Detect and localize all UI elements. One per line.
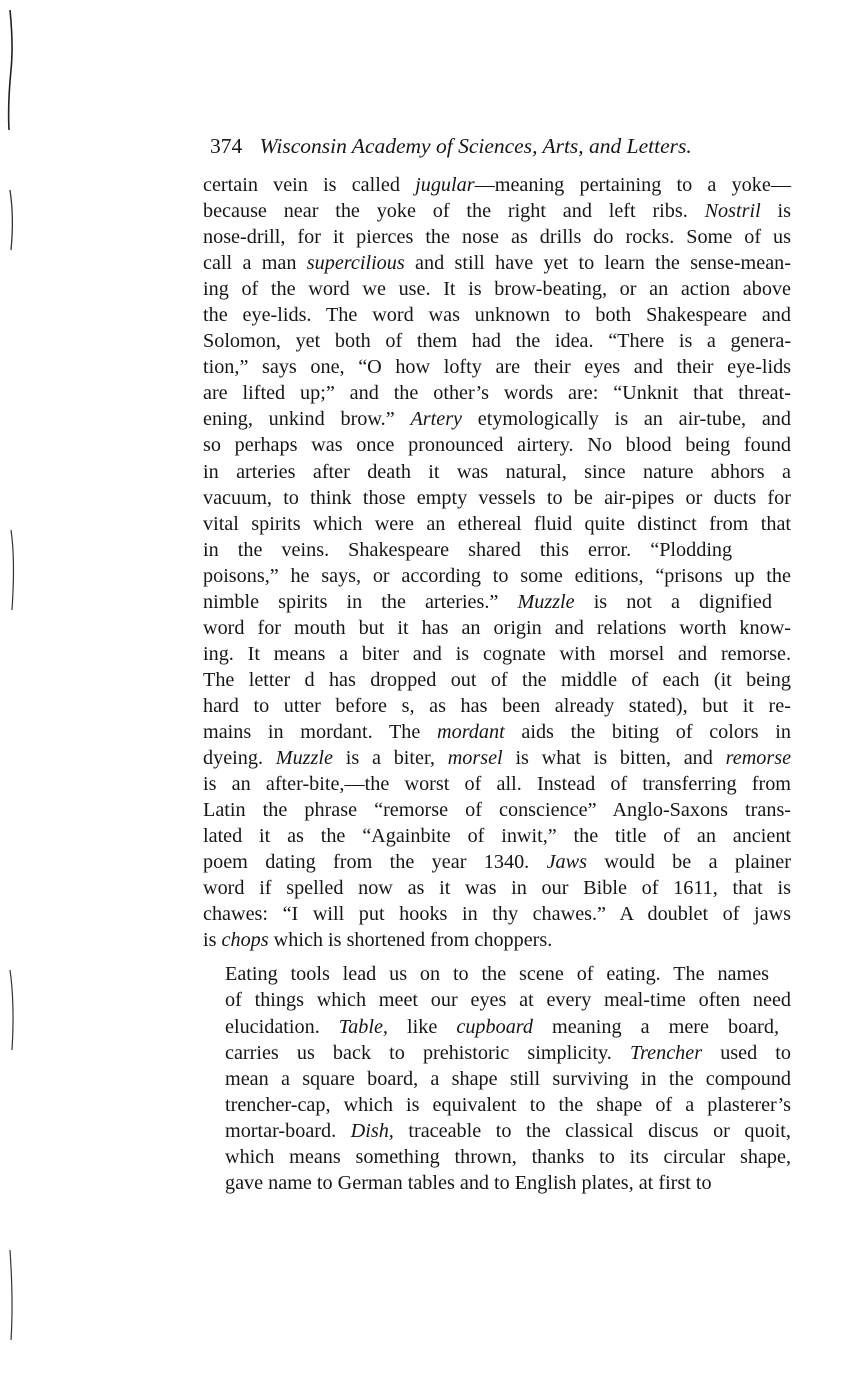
text-line: [203, 485, 791, 511]
text-line: [203, 276, 791, 302]
text-line: [203, 328, 791, 354]
text-line: [203, 797, 791, 823]
text-run: poem dating from the year 1340.: [203, 851, 547, 874]
text-run: is not a dignified: [574, 590, 772, 613]
text-run: ening, unkind brow.”: [203, 408, 411, 431]
text-run: in the veins. Shakespeare shared this error. “Plodding: [203, 538, 733, 561]
text-run: chawes: “I will put hooks in thy chawes.” A doublet of jaws: [203, 903, 792, 926]
italic-term: cupboard: [456, 1015, 533, 1038]
text-run: nimble spirits in the arteries.”: [203, 590, 518, 613]
text-run: which means something thrown, thanks to its circular shape,: [225, 1145, 792, 1168]
italic-term: mordant: [437, 720, 505, 743]
text-run: carries us back to prehistoric simplicity.: [225, 1041, 630, 1064]
italic-term: Jaws: [546, 851, 587, 874]
text-run: nose-drill, for it pierces the nose as drills do rocks. Some of us: [203, 226, 791, 249]
text-line: [203, 537, 791, 563]
text-line: [203, 641, 791, 667]
text-line: [203, 224, 791, 250]
text-line: [203, 719, 791, 745]
text-run: vital spirits which were an ethereal fluid quite distinct from that: [203, 512, 792, 535]
text-run: because near the yoke of the right and left ribs.: [203, 200, 705, 223]
text-line: [203, 563, 791, 589]
text-run: lated it as the “Againbite of inwit,” the title of an ancient: [203, 825, 792, 848]
page-number: 374: [210, 134, 243, 158]
text-run: word if spelled now as it was in our Bible of 1611, that is: [203, 877, 791, 900]
text-line: [203, 1170, 791, 1196]
text-run: which is shortened from choppers.: [268, 929, 553, 952]
italic-term: jugular: [415, 174, 475, 196]
page-binding-edge: [4, 10, 16, 1380]
text-run: is a biter,: [332, 747, 448, 770]
text-line: [203, 823, 791, 849]
text-line: [203, 198, 791, 224]
text-line: [203, 1092, 791, 1118]
text-run: tion,” says one, “O how lofty are their eyes and their eye-lids: [203, 356, 792, 379]
text-run: is an after-bite,—the worst of all. Instead of transferring from: [203, 773, 791, 796]
text-line: [203, 1014, 791, 1040]
text-line: [203, 172, 791, 198]
text-run: Latin the phrase “remorse of conscience” Anglo-Saxons trans-: [203, 799, 792, 822]
text-line: [203, 1040, 791, 1066]
text-line: [203, 901, 791, 927]
italic-term: Trencher: [629, 1041, 703, 1064]
text-run: meaning a mere board,: [533, 1015, 780, 1038]
text-run: poisons,” he says, or according to some editions, “prisons up the: [203, 564, 791, 587]
italic-term: Muzzle: [275, 747, 333, 770]
text-line: [203, 354, 791, 380]
running-header: [210, 128, 770, 164]
text-run: The letter d has dropped out of the middle of each (it being: [203, 668, 791, 691]
text-run: traceable to the classical discus or quoit,: [393, 1119, 791, 1142]
text-run: is what is bitten, and: [502, 747, 726, 770]
text-run: the eye-lids. The word was unknown to both Shakespeare and: [203, 304, 791, 327]
text-run: elucidation.: [225, 1015, 339, 1038]
text-run: ing. It means a biter and is cognate with morsel and remorse.: [203, 642, 792, 665]
text-run: so perhaps was once pronounced airtery. No blood being found: [203, 434, 792, 457]
text-run: trencher-cap, which is equivalent to the shape of a plasterer’s: [225, 1093, 791, 1116]
italic-term: morsel: [447, 747, 503, 770]
italic-term: Nostril: [704, 200, 761, 223]
text-run: are lifted up;” and the other’s words are: “Unknit that threat-: [203, 382, 791, 405]
italic-term: Table,: [338, 1015, 388, 1038]
text-run: Eating tools lead us on to the scene of eating. The names: [225, 963, 770, 986]
text-run: of things which meet our eyes at every meal-time often need: [225, 989, 792, 1012]
text-run: call a man: [203, 252, 307, 275]
text-run: mean a square board, a shape still surviving in the compound: [225, 1067, 792, 1090]
italic-term: chops: [221, 929, 269, 952]
text-line: [203, 589, 791, 615]
paragraph: [203, 172, 791, 953]
text-run: aids the biting of colors in: [504, 720, 791, 743]
text-run: is: [203, 929, 222, 952]
text-run: gave name to German tables and to English plates, at first to: [225, 1171, 712, 1194]
text-line: [203, 1066, 791, 1092]
text-line: [203, 667, 791, 693]
text-line: [203, 302, 791, 328]
text-run: Solomon, yet both of them had the idea. “There is a genera-: [203, 330, 792, 353]
text-run: is: [760, 200, 791, 223]
text-line: [203, 745, 791, 771]
text-run: —meaning pertaining to a yoke—: [474, 174, 792, 196]
text-line: [203, 615, 791, 641]
text-line: [203, 250, 791, 276]
text-line: [203, 849, 791, 875]
text-run: certain vein is called: [203, 174, 416, 196]
text-run: in arteries after death it was natural, since nature abhors a: [203, 460, 791, 483]
text-run: ing of the word we use. It is brow-beating, or an action above: [203, 278, 792, 301]
text-run: would be a plainer: [586, 851, 791, 874]
text-line: [203, 771, 791, 797]
text-line: [203, 406, 791, 432]
italic-term: remorse: [725, 747, 792, 770]
text-line: [203, 432, 791, 458]
italic-term: Muzzle: [517, 590, 575, 613]
text-line: [203, 1118, 791, 1144]
italic-term: Artery: [410, 408, 463, 431]
text-line: [203, 961, 791, 987]
text-run: etymologically is an air-tube, and: [462, 408, 791, 431]
text-run: word for mouth but it has an origin and relations worth know-: [203, 616, 792, 639]
text-run: like: [387, 1015, 457, 1038]
text-line: [203, 927, 791, 953]
italic-term: supercilious: [306, 252, 405, 275]
text-run: used to: [702, 1041, 792, 1064]
text-run: and still have yet to learn the sense-mean-: [404, 252, 791, 275]
text-run: vacuum, to think those empty vessels to be air-pipes or ducts for: [203, 486, 791, 509]
text-line: [203, 693, 791, 719]
text-line: [203, 511, 791, 537]
text-line: [203, 459, 791, 485]
paragraph: [203, 961, 791, 1195]
running-title: Wisconsin Academy of Sciences, Arts, and Letters.: [259, 134, 692, 158]
italic-term: Dish,: [350, 1119, 394, 1142]
text-line: [203, 1144, 791, 1170]
body-text: [203, 172, 791, 1196]
text-run: hard to utter before s, as has been already stated), but it re-: [203, 694, 791, 717]
text-line: [203, 875, 791, 901]
text-run: mains in mordant. The: [203, 720, 438, 743]
text-line: [203, 380, 791, 406]
text-run: mortar-board.: [225, 1119, 351, 1142]
text-run: dyeing.: [203, 747, 276, 770]
text-line: [203, 987, 791, 1013]
